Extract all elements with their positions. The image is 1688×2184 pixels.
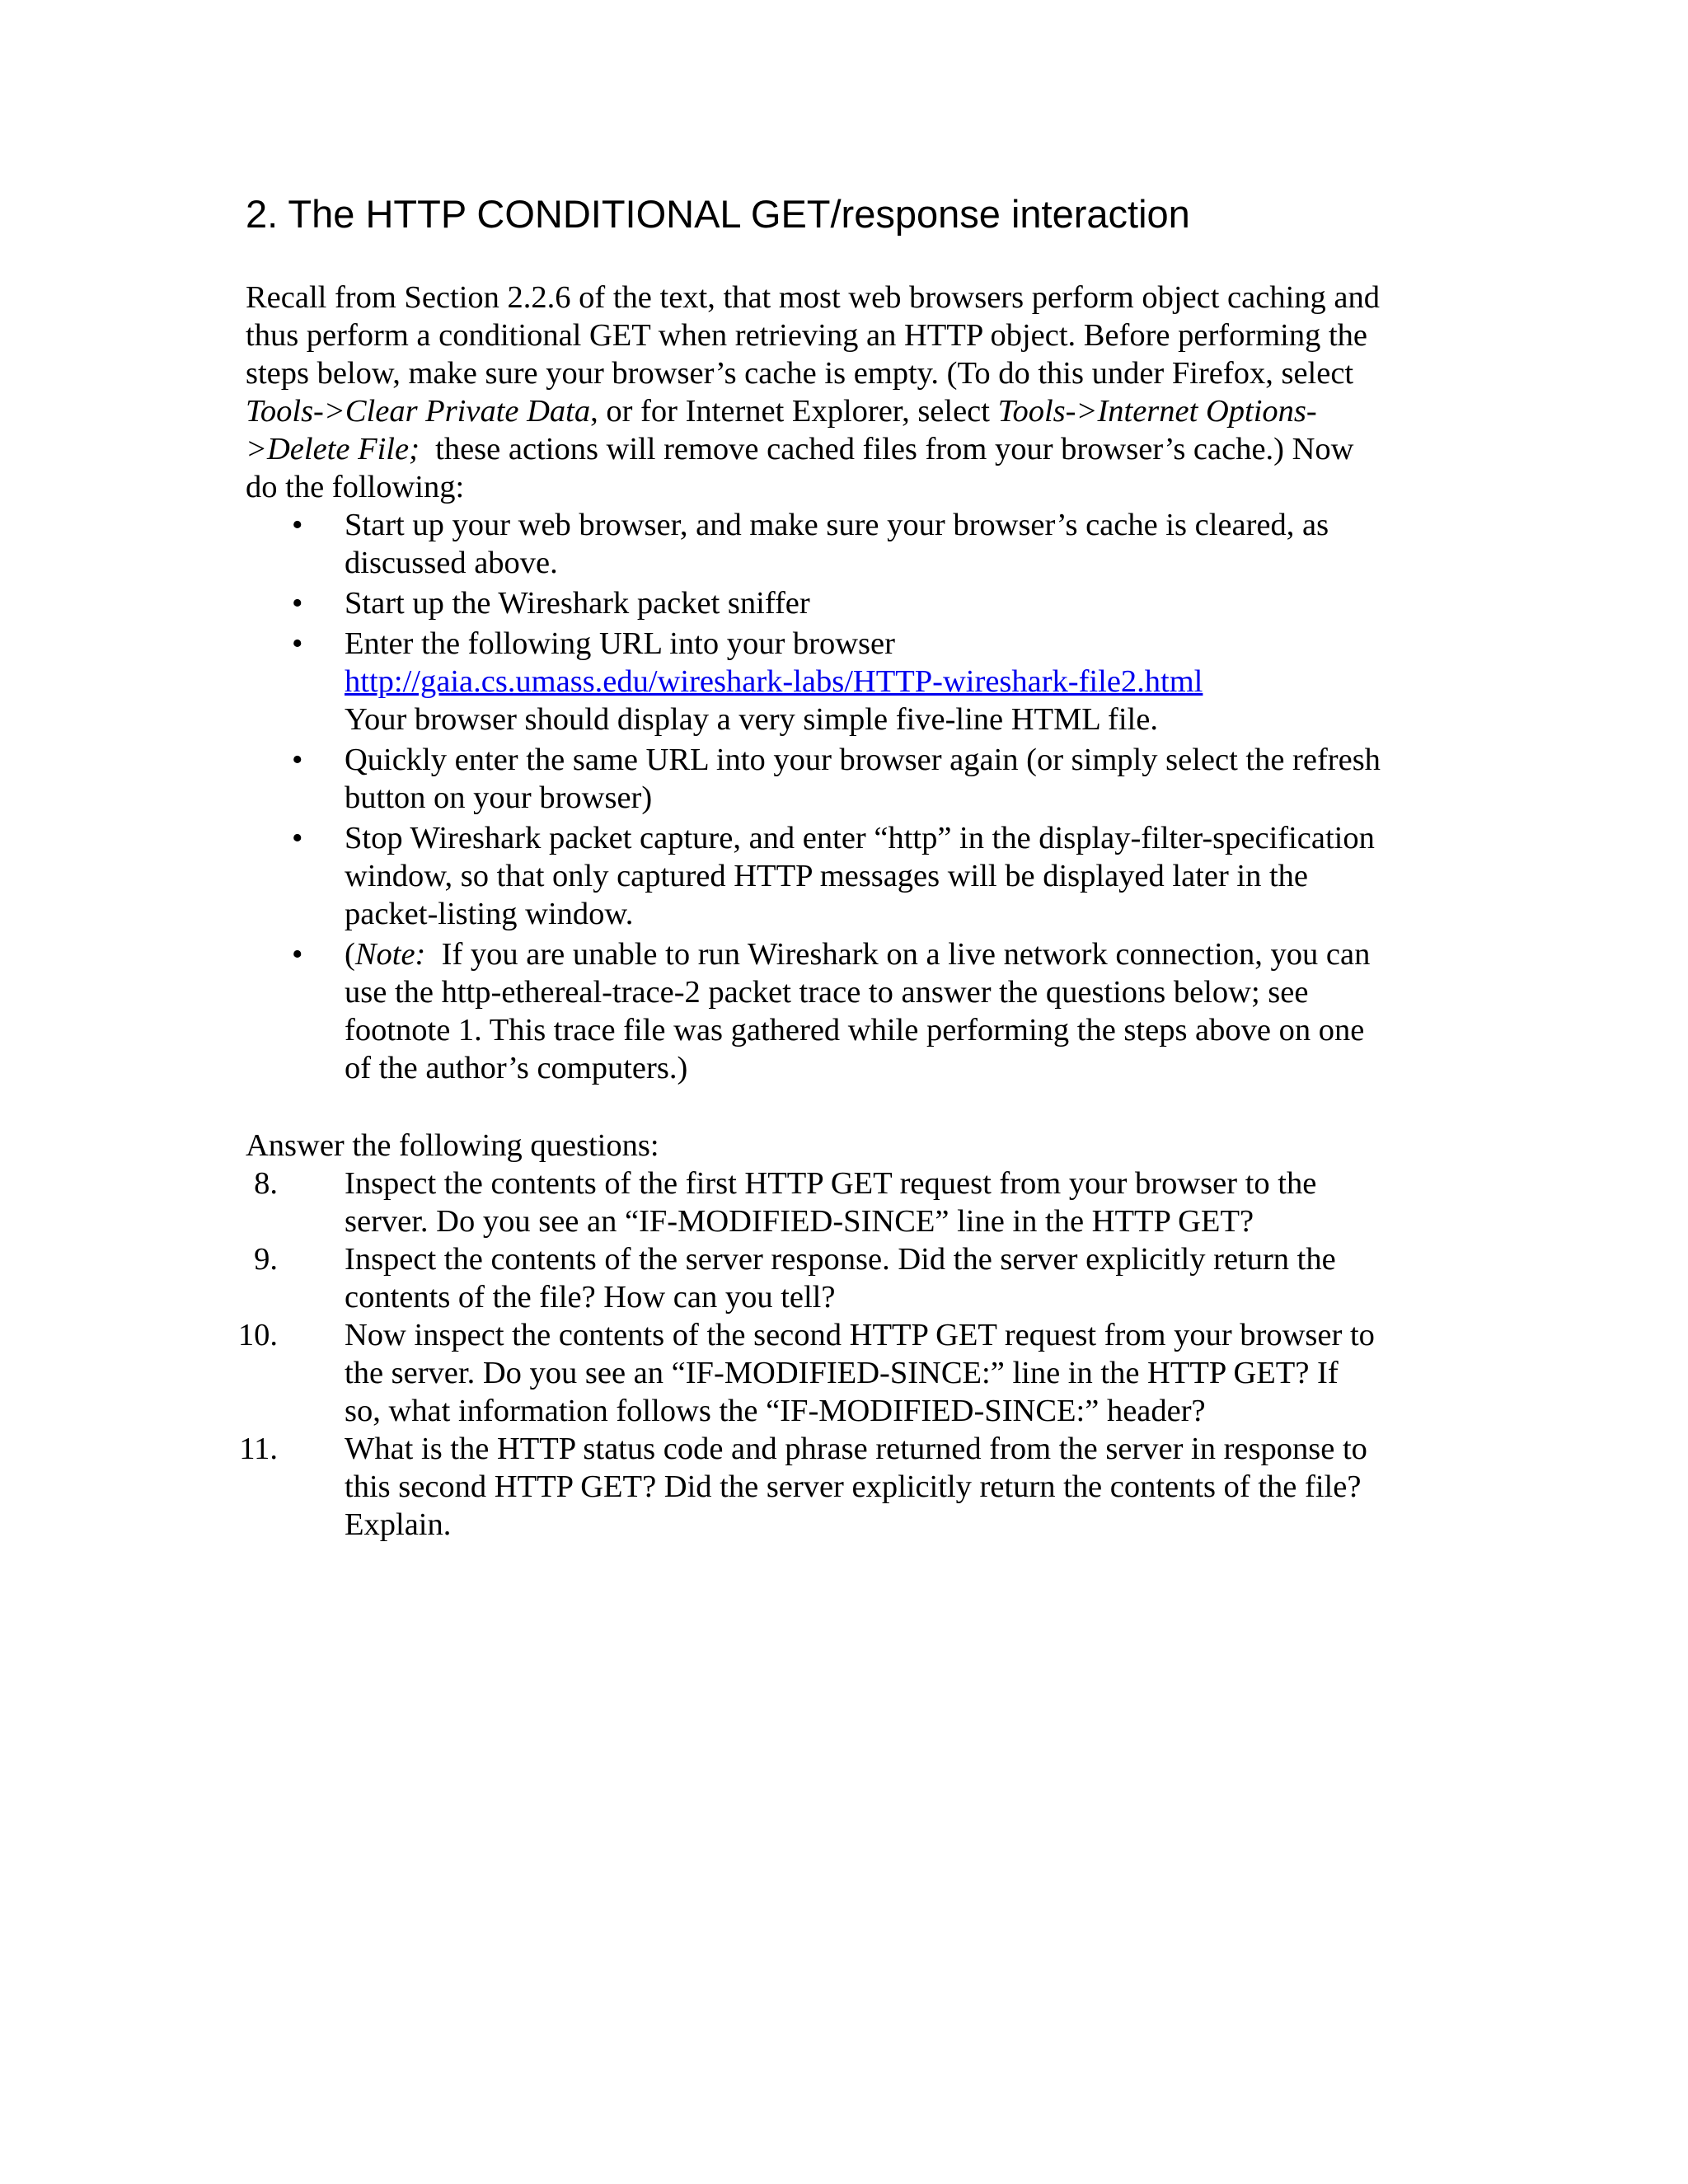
bullet-marker: • [292,626,303,661]
bullet-marker: • [292,821,303,855]
question-item [239,1430,1465,1544]
answer-heading [246,1127,1457,1165]
ie-menu-path-cont: >Delete File; [246,432,420,466]
item-line: footnote 1. This trace file was gathered while performing the steps above on one [345,1013,1365,1047]
intro-line: steps below, make sure your browser’s cache is empty. (To do this under Firefox, select [246,356,1354,391]
bullet-marker: • [292,508,303,542]
questions-list [237,1165,1465,1544]
list-item [246,741,1465,817]
item-line: packet-listing window. [345,897,634,931]
list-item [246,935,1465,1087]
item-line: of the author’s computers.) [345,1051,688,1085]
item-line: window, so that only captured HTTP messages will be displayed later in the [345,859,1309,893]
question-item [246,1240,1465,1316]
question-number: 10. [237,1318,278,1352]
question-line: What is the HTTP status code and phrase returned from the server in response to [345,1432,1367,1466]
list-item [246,506,1465,582]
list-item [246,584,1465,622]
section-heading: 2. The HTTP CONDITIONAL GET/response interaction [246,192,1190,236]
item-line: use the http-ethereal-trace-2 packet trace to answer the questions below; see [345,975,1309,1010]
item-line: Start up your web browser, and make sure your browser’s cache is cleared, as [345,508,1329,542]
item-line [345,935,1465,973]
question-line: this second HTTP GET? Did the server explicitly return the contents of the file? [345,1469,1362,1504]
question-number: 8. [254,1166,278,1201]
intro-line [246,430,1457,468]
question-line: Inspect the contents of the first HTTP GET request from your browser to the [345,1166,1317,1201]
intro-line: Recall from Section 2.2.6 of the text, that most web browsers perform object caching and [246,280,1380,315]
intro-text: , or for Internet Explorer, select [590,394,998,429]
intro-line [246,392,1457,430]
item-line: Start up the Wireshark packet sniffer [345,586,810,621]
question-line: so, what information follows the “IF-MODIFIED-SINCE:” header? [345,1394,1206,1428]
bullet-marker: • [292,937,303,972]
question-item [237,1316,1465,1430]
question-line: Explain. [345,1507,452,1542]
note-text: If you are unable to run Wireshark on a live network connection, you can [425,937,1371,972]
list-item [246,625,1465,738]
intro-paragraph [246,279,1457,506]
note-label: Note: [354,937,426,972]
item-line: Your browser should display a very simple five-line HTML file. [345,702,1158,737]
intro-line: do the following: [246,470,465,504]
item-line: Quickly enter the same URL into your browser again (or simply select the refresh [345,743,1381,777]
steps-list [246,506,1465,1087]
firefox-menu-path: Tools->Clear Private Data [246,394,591,429]
bullet-marker: • [292,586,303,621]
question-number: 9. [254,1242,278,1277]
item-line: Enter the following URL into your browser [345,626,895,661]
intro-text: these actions will remove cached files from your browser’s cache.) Now [419,432,1354,466]
question-line: the server. Do you see an “IF-MODIFIED-SINCE:” line in the HTTP GET? If [345,1356,1339,1390]
ie-menu-path: Tools->Internet Options- [997,394,1317,429]
list-item [246,819,1465,933]
question-line: contents of the file? How can you tell? [345,1280,836,1315]
item-line: discussed above. [345,546,558,580]
paren: ( [345,937,355,972]
wireshark-file-link[interactable]: http://gaia.cs.umass.edu/wireshark-labs/HTTP-wireshark-file2.html [345,664,1203,699]
question-line: Now inspect the contents of the second HTTP GET request from your browser to [345,1318,1375,1352]
answer-heading-text: Answer the following questions: [246,1128,659,1163]
bullet-marker: • [292,743,303,777]
question-line: server. Do you see an “IF-MODIFIED-SINCE” line in the HTTP GET? [345,1204,1254,1239]
item-line: button on your browser) [345,780,653,815]
question-line: Inspect the contents of the server response. Did the server explicitly return the [345,1242,1336,1277]
item-line: Stop Wireshark packet capture, and enter “http” in the display-filter-specification [345,821,1375,855]
question-item [246,1165,1465,1240]
intro-line: thus perform a conditional GET when retrieving an HTTP object. Before performing the [246,318,1367,353]
question-number: 11. [239,1432,278,1466]
